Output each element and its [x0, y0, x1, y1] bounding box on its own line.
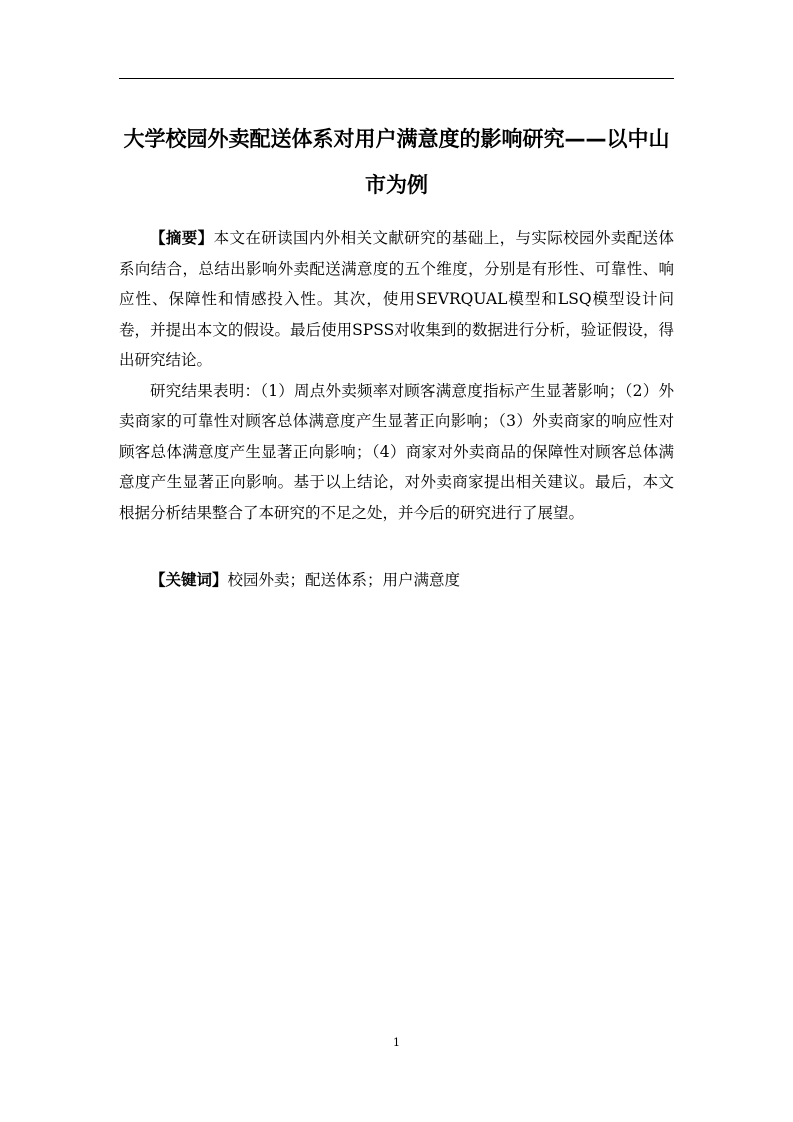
abstract-paragraph-1: [119, 223, 674, 376]
document-title: 大学校园外卖配送体系对用户满意度的影响研究——以中山市为例: [123, 127, 670, 197]
keywords-label: 【关键词】: [150, 571, 228, 589]
abstract-section: [119, 223, 674, 528]
abstract-label: 【摘要】: [150, 229, 214, 247]
abstract-paragraph-2: 研究结果表明：（1）周点外卖频率对顾客满意度指标产生显著影响；（2）外卖商家的可靠性对顾客总体满意度产生显著正向影响；（3）外卖商家的响应性对顾客总体满意度产生显著正向影响；（4）商家对外卖商品的保障性对顾客总体满意度产生显著正向影响。基于以上结论，对外卖商家提出相关建议。最后，本文根据分析结果整合了本研究的不足之处，并今后的研究进行了展望。: [119, 381, 674, 522]
keywords-text: 校园外卖；配送体系；用户满意度: [227, 571, 461, 589]
keywords-line: [119, 565, 674, 595]
abstract-text-1: 本文在研读国内外相关文献研究的基础上，与实际校园外卖配送体系向结合，总结出影响外卖配送满意度的五个维度，分别是有形性、可靠性、响应性、保障性和情感投入性。其次，使用SEVRQUAL模型和LSQ模型设计问卷，并提出本文的假设。最后使用SPSS对收集到的数据进行分析，验证假设，得出研究结论。: [119, 229, 674, 369]
header-rule: [119, 78, 674, 79]
page-number: 1: [393, 1036, 400, 1049]
